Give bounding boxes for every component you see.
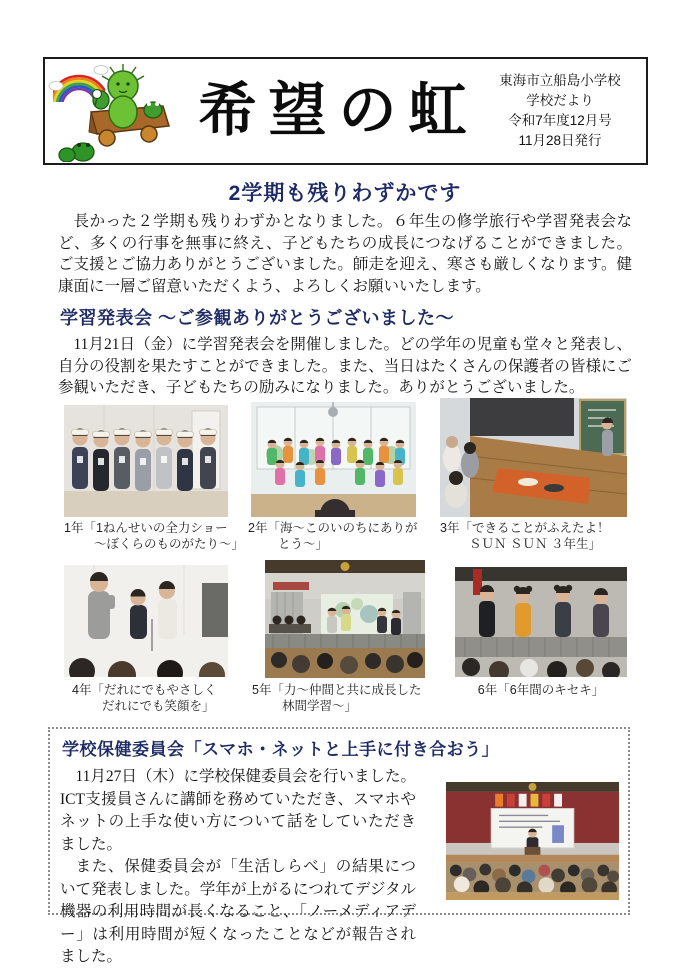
section3-heading: 学校保健委員会「スマホ・ネットと上手に付き合おう」 [62, 740, 500, 759]
caption-grade1-line2: ～ぼくらのものがたり～」 [94, 536, 245, 551]
publish-date: 11月28日発行 [518, 133, 602, 148]
frog-magnifier [93, 90, 110, 110]
caption-grade2 [248, 521, 417, 552]
caption-grade5 [252, 683, 421, 714]
section2-body: 11月21日（金）に学習発表会を開催しました。どの学年の児童も堂々と発表し、自分の役割を果たすことができました。また、当日はたくさんの保護者の皆様にご参観いただき、子どもたちの励みになりました。ありがとうございました。 [58, 336, 632, 396]
photo-health-committee-assembly [445, 782, 620, 900]
school-name: 東海市立船島小学校 [499, 73, 621, 88]
caption-grade4 [72, 683, 216, 714]
section1-heading: 2学期も残りわずかです [228, 182, 462, 205]
newsletter-title: 希望の虹 [198, 78, 479, 143]
photo-grade5-performance [265, 560, 425, 678]
caption-grade3-line1: 3年「できることがふえたよ！ [440, 521, 610, 535]
caption-grade2-line1: 2年「海～このいのちにありが [248, 521, 418, 535]
caption-grade3-line2: ＳＵＮ ＳＵＮ ３年生」 [469, 536, 601, 551]
caption-grade5-line2: 林間学習～」 [282, 698, 358, 713]
photo-grade4-performance [64, 565, 228, 677]
header-info [480, 71, 646, 151]
photo-grade2-performance [251, 402, 416, 517]
header-banner [43, 57, 648, 165]
caption-grade6-line1: 6年「6年間のキセキ」 [477, 683, 605, 697]
caption-grade4-line1: 4年「だれにでもやさしく [72, 683, 217, 697]
section2-heading: 学習発表会 ～ご参観ありがとうございました～ [60, 308, 454, 328]
caption-grade2-line2: とう～」 [278, 536, 329, 551]
caption-grade1-line1: 1年「1ねんせいの全力ショー [64, 521, 228, 535]
photo-grade6-performance [455, 567, 627, 677]
small-frog-cart [144, 102, 162, 118]
photo-grade3-performance [440, 398, 627, 517]
section1-body: 長かった２学期も残りわずかとなりました。６年生の修学旅行や学習発表会など、多くの行事を無事に終え、子どもたちの成長につなげることができました。ご支援とご協力ありがとうございました。師走を迎え、寒さも厳しくなります。健康面に一層ご留意いただくよう、よろしくお願いいたします。 [58, 213, 632, 295]
caption-grade1 [64, 521, 244, 552]
issue-label: 令和7年度12月号 [508, 113, 612, 128]
newsletter-type: 学校だより [526, 93, 594, 108]
caption-grade3 [440, 521, 630, 552]
health-committee-box [48, 727, 630, 965]
mascot-rainbow-illustration [45, 60, 197, 162]
section3-body1: 11月27日（木）に学校保健委員会を行いました。ICT支援員さんに講師を務めていただき、スマホやネットの上手な使い方について話をしていただきました。 [60, 768, 416, 853]
photo-grade1-performance [64, 405, 228, 517]
caption-grade4-line2: だれにでも笑顔を」 [102, 698, 215, 713]
caption-grade5-line1: 5年「力～仲間と共に成長した [252, 683, 422, 697]
caption-grade6 [455, 683, 627, 699]
frogs-bottom [59, 143, 94, 162]
section3-body2: また、保健委員会が「生活しらべ」の結果について発表しました。学年が上がるにつれてデジタル機器の利用時間が長くなること、「ノーメディアデー」は利用時間が短くなったことなどが報告されました。 [60, 858, 416, 965]
